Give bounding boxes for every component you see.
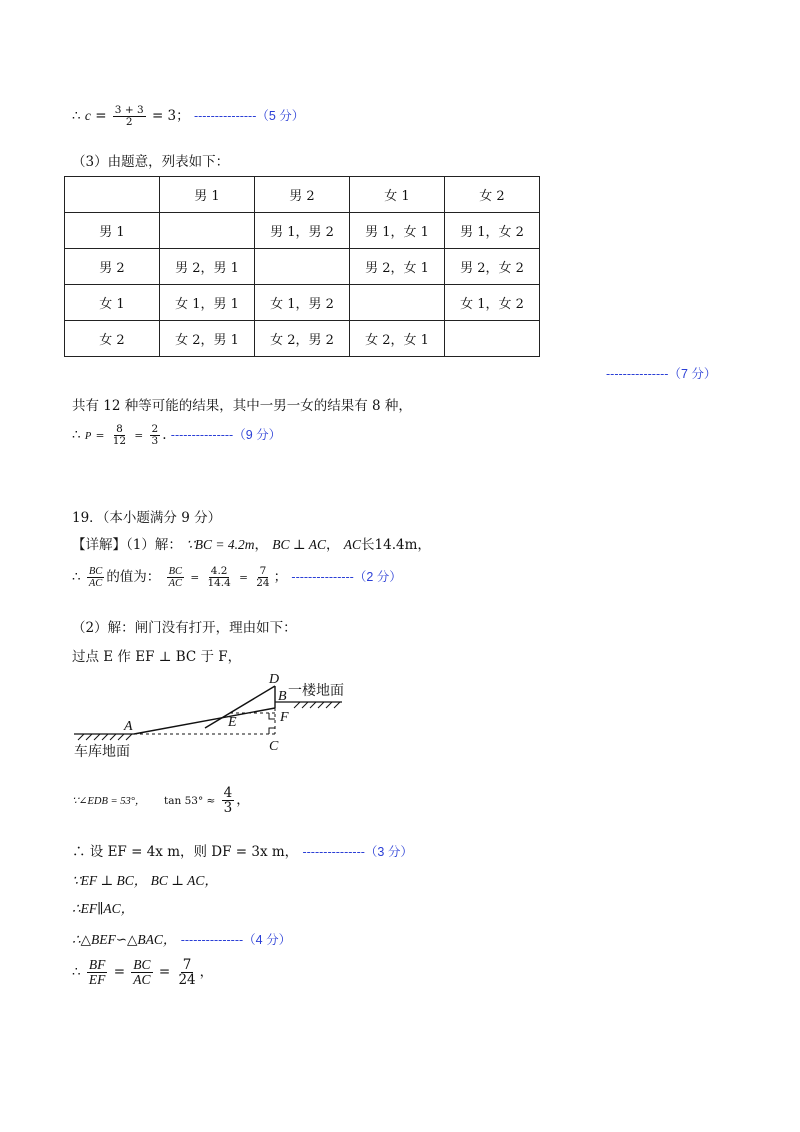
fraction — [113, 105, 146, 128]
table-header-row — [65, 177, 540, 213]
table-row — [65, 321, 540, 357]
garage-floor-label: 车库地面 — [74, 744, 130, 760]
table-cell: 女 1，男 1 — [160, 285, 255, 321]
table-cell: 男 2 — [65, 249, 160, 285]
numerator: BF — [88, 957, 106, 972]
table-cell: 男 2，女 2 — [445, 249, 540, 285]
fraction — [222, 786, 235, 815]
denominator: EF — [88, 972, 106, 988]
equals-sign: = — [134, 430, 144, 443]
fraction — [87, 958, 108, 987]
denominator: 12 — [112, 435, 127, 448]
table-cell: 女 1，女 2 — [445, 285, 540, 321]
score-marker: ---------------（5 分） — [193, 109, 305, 123]
similar-statement: ∴△BEF∽△BAC， — [72, 932, 177, 947]
denominator: 3 — [151, 435, 159, 448]
numerator: 7 — [182, 957, 192, 973]
denominator: 14.4 — [207, 577, 231, 589]
table-row — [65, 213, 540, 249]
score-marker: ---------------（2 分） — [291, 570, 402, 584]
table-cell: 女 2 — [65, 321, 160, 357]
outcome-table — [64, 176, 540, 357]
numerator: 2 — [151, 423, 159, 435]
label-e: E — [228, 715, 237, 730]
comma: ， — [199, 964, 214, 981]
fraction — [150, 424, 161, 447]
part3-intro: （3）由题意，列表如下： — [72, 154, 230, 170]
c-equation-line — [72, 104, 304, 128]
period: . — [162, 427, 167, 444]
table-cell — [255, 249, 350, 285]
table-cell — [160, 213, 255, 249]
ratio-equation-line — [72, 958, 213, 987]
table-cell: 女 2，女 1 — [350, 321, 445, 357]
numerator: BC — [88, 565, 103, 577]
table-header-cell: 男 2 — [255, 177, 350, 213]
table-cell: 男 2，男 1 — [160, 249, 255, 285]
right-angle-f — [269, 713, 275, 719]
part2-intro: （2）解：闸门没有打开，理由如下： — [72, 620, 297, 636]
numerator: 7 — [259, 564, 267, 577]
numerator: 8 — [116, 423, 123, 435]
right-angle-c — [269, 728, 275, 734]
set-ef-line — [72, 840, 413, 860]
table-cell: 男 1，男 2 — [255, 213, 350, 249]
numerator: 4 — [223, 785, 233, 801]
denominator: AC — [88, 578, 103, 589]
ramp-ab — [134, 708, 275, 734]
denominator: 24 — [256, 577, 270, 589]
segment-ac: AC — [343, 537, 362, 552]
table-cell — [350, 285, 445, 321]
perpendicular-line: ∵EF ⊥ BC， BC ⊥ AC， — [72, 873, 218, 888]
comma: ， — [325, 537, 340, 553]
score-marker: ---------------（3 分） — [302, 845, 413, 859]
fraction — [87, 566, 104, 589]
upper-floor-label: 一楼地面 — [288, 683, 344, 699]
table-row — [65, 285, 540, 321]
tan-label: tan 53° ≈ — [164, 795, 216, 808]
label-a: A — [124, 719, 133, 734]
score-marker-7: ---------------（7 分） — [606, 367, 717, 381]
question-19-title: 19．（本小题满分 9 分） — [72, 510, 222, 526]
table-cell: 男 2，女 1 — [350, 249, 445, 285]
denominator: 24 — [178, 972, 196, 989]
score-marker: ---------------（4 分） — [180, 933, 292, 947]
numerator: 4.2 — [210, 564, 228, 577]
value-label: 的值为： — [106, 569, 161, 585]
comma: ， — [254, 537, 268, 553]
separator: ； — [176, 108, 190, 124]
q19-given-line — [72, 533, 431, 553]
table-cell: 女 1 — [65, 285, 160, 321]
construction-line: 过点 E 作 EF ⊥ BC 于 F， — [72, 649, 242, 665]
table-header-cell: 男 1 — [160, 177, 255, 213]
denominator: 3 — [223, 800, 233, 817]
denominator: 2 — [125, 116, 133, 128]
table-cell: 男 1 — [65, 213, 160, 249]
therefore-symbol: ∴ — [72, 964, 81, 981]
numerator: BC — [133, 957, 151, 972]
comma: ， — [236, 792, 250, 809]
detail-label: 【详解】（1）解： — [72, 537, 182, 553]
equals-sign: = — [113, 964, 125, 981]
table-row — [65, 249, 540, 285]
therefore-symbol: ∴ — [72, 108, 81, 124]
garage-ground-hatch — [78, 734, 132, 740]
similar-line — [72, 928, 291, 948]
outcome-text: 共有 12 种等可能的结果，其中一男一女的结果有 8 种， — [72, 398, 412, 414]
therefore-symbol: ∴ — [72, 427, 81, 444]
therefore-symbol: ∴ — [72, 569, 81, 585]
fraction — [205, 566, 232, 589]
table-cell: 女 1，男 2 — [255, 285, 350, 321]
table-cell: 女 2，男 1 — [160, 321, 255, 357]
variable-c: c — [84, 108, 91, 123]
probability-line — [72, 424, 281, 447]
table-header-cell: 女 2 — [445, 177, 540, 213]
fraction — [111, 424, 128, 447]
table-cell: 男 1，女 2 — [445, 213, 540, 249]
numerator: BC — [168, 565, 183, 577]
table-cell: 男 1，女 1 — [350, 213, 445, 249]
q19-ratio-line — [72, 565, 402, 589]
denominator: AC — [168, 578, 183, 589]
equals-sign: = — [239, 572, 248, 584]
angle-tan-line — [72, 786, 250, 815]
perpendicular-statement: BC ⊥ AC — [272, 537, 326, 552]
label-b: B — [278, 689, 287, 704]
separator: ； — [273, 569, 288, 585]
table-header-cell: 女 1 — [350, 177, 445, 213]
gate-arm-ed — [205, 686, 275, 728]
fraction — [167, 566, 184, 589]
variable-p: P — [84, 431, 92, 443]
set-ef-statement: ∴ 设 EF = 4x m，则 DF = 3x m， — [72, 844, 299, 860]
equals-sign: = — [190, 572, 200, 584]
fraction — [131, 958, 152, 987]
equals-sign: = — [95, 430, 105, 443]
given-bc: ∵BC = 4.2m — [186, 537, 255, 552]
denominator: AC — [133, 972, 151, 988]
angle-statement: ∵∠EDB = 53°， — [72, 796, 146, 808]
score-marker: ---------------（9 分） — [170, 428, 282, 443]
ac-length: 长14.4m， — [361, 537, 431, 553]
label-d: D — [269, 672, 280, 687]
label-f: F — [280, 710, 289, 725]
geometry-diagram — [70, 668, 370, 768]
equals-sign: = — [158, 964, 171, 981]
result-value: = 3 — [151, 108, 177, 124]
numerator: 3 + 3 — [114, 103, 144, 116]
fraction — [176, 958, 197, 987]
label-c: C — [269, 739, 279, 754]
fraction — [254, 566, 271, 589]
table-header-cell — [65, 177, 160, 213]
table-cell — [445, 321, 540, 357]
parallel-line: ∴EF∥AC， — [72, 901, 135, 916]
table-cell: 女 2，男 2 — [255, 321, 350, 357]
upper-ground-hatch — [294, 702, 340, 708]
equals-sign: = — [95, 108, 107, 124]
